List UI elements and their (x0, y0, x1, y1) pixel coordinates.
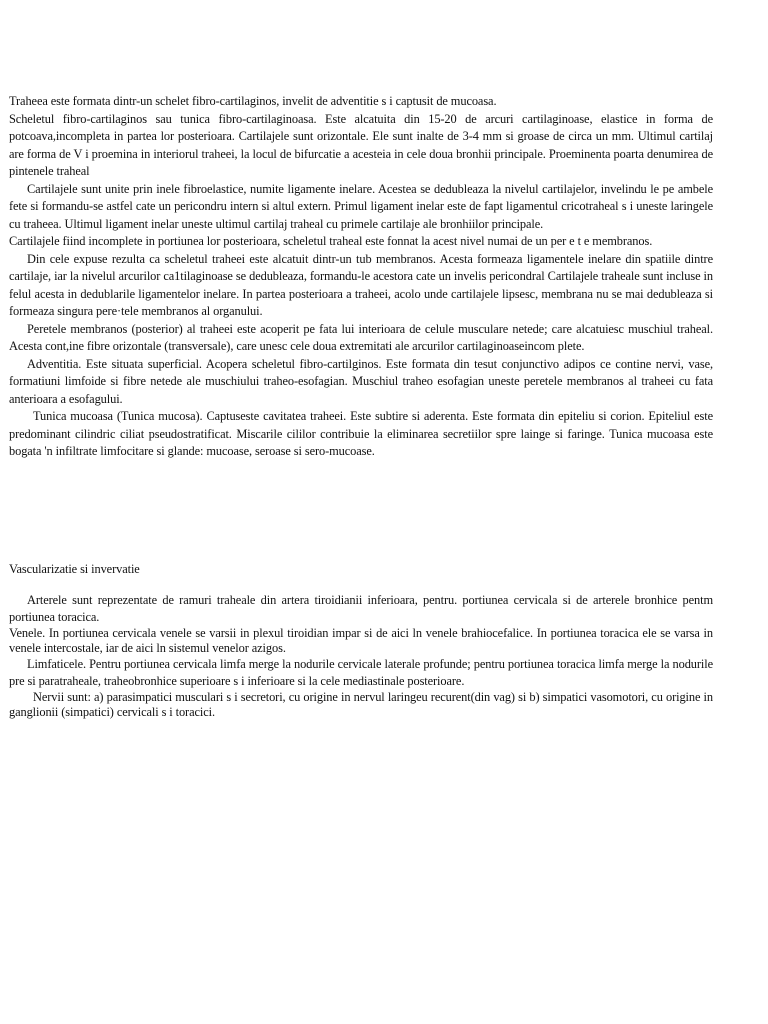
paragraph-adventitia: Adventitia. Este situata superficial. Acopera scheletul fibro-cartilginos. Este formata din tesut conjunctivo adipos ce contine nervi, vase, formatiuni limfoide si fibre netede ale muschiului traheo-esofagian. Muschiul traheo esofagian uneste peretele membranos al traheei cu fata anterioara a esofagului. (9, 356, 713, 406)
paragraph-mucosa: Tunica mucoasa (Tunica mucosa). Captuseste cavitatea traheei. Este subtire si aderenta. Este formata din epiteliu si corion. Epiteliul este predominant cilindric ciliat pseudostratificat. Miscarile cililor contribuie la eliminarea secretiilor spre lainge si faringe. Tunica mucoasa este bogata 'n infiltrate limfocitare si glande: mucoase, seroase si sero-mucoase. (9, 409, 713, 458)
section-heading-vascularization: Vascularizatie si invervatie (9, 562, 140, 576)
paragraph-intro: Traheea este formata dintr-un schelet fibro-cartilaginos, invelit de adventitie s i captusit de mucoasa. (9, 94, 497, 108)
paragraph-veins: Venele. In portiunea cervicala venele se varsii in plexul tiroidian impar si de aici ln venele brahiocefalice. In portiunea toracica ele se varsa in venele intercostale, iar de aici ln sistemul venelor azigos. (9, 626, 713, 655)
paragraph-posterior-wall: Peretele membranos (posterior) al traheei este acoperit pe fata lui interioara de celule musculare netede; care alcatuiesc muschiul traheal. Acesta cont,ine fibre orizontale (transversale), care unesc cele doua extremitati ale arcurilor cartilaginoaseincom plete. (9, 321, 713, 353)
trachea-structure-section (9, 93, 713, 461)
paragraph-fibro-cartilaginous-skeleton: Scheletul fibro-cartilaginos sau tunica fibro-cartilaginoasa. Este alcatuita din 15-20 de arcuri cartilaginoase, elastice in forma de potcoava,incompleta in partea lor posterioara. Cartilajele sunt orizontale. Ele sunt inalte de 3-4 mm si groase de circa un mm. Ultimul cartilaj are forma de V i proemina in interiorul traheei, la locul de bifurcatie a acesteia in cele doua bronhii principale. Proeminenta poarta denumirea de pintenele traheal (9, 111, 713, 178)
paragraph-nerves: Nervii sunt: a) parasimpatici musculari s i secretori, cu origine in nervul laringeu recurent(din vag) si b) simpatici vasomotori, cu origine in ganglionii (simpatici) cervicali s i toracici. (9, 690, 713, 719)
paragraph-membranous-tube: Din cele expuse rezulta ca scheletul traheei este alcatuit dintr-un tub membranos. Acesta formeaza ligamentele inelare din spatiile dintre cartilaje, iar la nivelul arcurilor ca1tilaginoase se dedubleaza, formandu-le acestora cate un invelis pericondral Cartilajele traheale sunt incluse in felul acesta in dedublarile ligamentelor inelare. In partea posterioara a traheei, acolo unde cartilajele lipsesc, membrana nu se mai dedubleaza si formeaza singura pere·tele membranos al organului. (9, 251, 713, 318)
vascularization-section (9, 592, 713, 720)
paragraph-membranous-wall-note: Cartilajele fiind incomplete in portiunea lor posterioara, scheletul traheal este fonnat la acest nivel numai de un per e t e membranos. (9, 234, 653, 248)
paragraph-annular-ligaments: Cartilajele sunt unite prin inele fibroelastice, numite ligamente inelare. Acestea se dedubleaza la nivelul cartilajelor, invelindu le pe ambele fete si formandu-se astfel cate un pericondru intern si altul extern. Primul ligament inelar este de fapt ligamentul cricotraheal s i uneste laringele cu traheea. Ultimul ligament inelar uneste ultimul cartilaj traheal cu primele cartilaje ale bronhiilor principale. (9, 181, 713, 231)
paragraph-arteries: Arterele sunt reprezentate de ramuri traheale din artera tiroidianii inferioara, pentru. portiunea cervicala si de arterele bronhice pentm portiunea toracica. (9, 593, 713, 624)
paragraph-lymphatics: Limfaticele. Pentru portiunea cervicala limfa merge la nodurile cervicale laterale profunde; pentru portiunea toracica limfa merge la nodurile pre si paratraheale, traheobronhice superioare s i inferioare si la cele mediastinale posterioare. (9, 657, 713, 688)
